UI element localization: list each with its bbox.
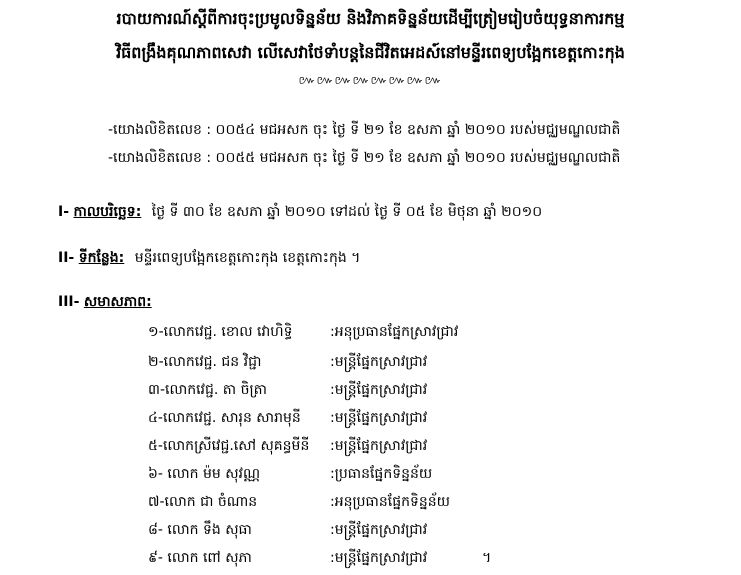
reference-line-2: -យោងលិខិតលេខ : ០០៥៥ មជអសក ចុះ ថ្ងៃ ទី ២១ ខែ ឧសភា ឆ្នាំ ២០១០ របស់មជ្ឈមណ្ឌលជាតិ	[108, 150, 621, 166]
section-date-number: I-	[58, 204, 70, 220]
member-name: ២-លោកវេជ្ជ. ជន វិជ្ជា	[148, 354, 262, 370]
report-title-line-1: របាយការណ៍ស្តីពីការចុះប្រមូលទិន្នន័យ និងវិភាគទិន្នន័យដើម្បីត្រៀមរៀបចំយុទ្ធនាការកម្ម	[116, 9, 625, 28]
section-date-value: ថ្ងៃ ទី ៣០ ខែ ឧសភា ឆ្នាំ ២០១០ ទៅដល់ ថ្ងៃ ទី ០៥ ខែ មិថុនា ឆ្នាំ ២០១០	[151, 204, 543, 220]
member-role: :មន្ត្រីផ្នែកស្រាវជ្រាវ	[330, 522, 428, 538]
member-name: ៤-លោកវេជ្ជ. សារុន សារាមុនី	[148, 410, 301, 426]
member-role: :មន្ត្រីផ្នែកស្រាវជ្រាវ	[330, 354, 428, 370]
section-location-number: II-	[58, 250, 75, 266]
section-location-label: ទីកន្លែង:	[78, 250, 125, 266]
member-name: ១-លោកវេជ្ជ. ខោល វោហិទ្ធិ	[148, 324, 293, 340]
member-role: :អនុប្រធានផ្នែកស្រាវជ្រាវ	[330, 324, 459, 340]
member-name: ៨- លោក ទឹង សុធា	[148, 522, 252, 538]
member-name: ៧-លោក ជា ចំណាន	[148, 494, 258, 510]
member-role: :ប្រធានផ្នែកទិន្នន័យ	[330, 466, 433, 482]
section-location	[58, 248, 360, 269]
section-composition-label: សមាសភាព:	[83, 294, 152, 310]
section-date-label: កាលបរិច្ឆេទ:	[73, 204, 142, 220]
reference-line-1: -យោងលិខិតលេខ : ០០៥៤ មជអសក ចុះ ថ្ងៃ ទី ២១ ខែ ឧសភា ឆ្នាំ ២០១០ របស់មជ្ឈមណ្ឌលជាតិ	[108, 122, 621, 138]
title-ornament: ៚៚៚៚៚៚៚៚	[298, 73, 443, 87]
section-date	[58, 202, 542, 223]
section-location-value: មន្ទីរពេទ្យបង្អែកខេត្តកោះកុង ខេត្តកោះកុង ។	[134, 250, 361, 266]
member-role: :មន្ត្រីផ្នែកស្រាវជ្រាវ	[330, 410, 428, 426]
section-composition-number: III-	[58, 294, 80, 310]
member-role: :មន្ត្រីផ្នែកស្រាវជ្រាវ	[330, 438, 428, 454]
member-name: ៣-លោកវេជ្ជ. តា ចិត្រា	[148, 382, 267, 398]
member-name: ៩- លោក ពៅ សុភា	[148, 550, 252, 566]
report-title-line-2: វិធីពង្រឹងគុណភាពសេវា លើសេវាថែទាំបន្តនៃជីវិតអេដស៍នៅមន្ទីរពេទ្យបង្អែកខេត្តកោះកុង	[116, 43, 625, 62]
member-role: :មន្ត្រីផ្នែកស្រាវជ្រាវ	[330, 550, 428, 566]
member-name: ៥-លោកស្រីវេជ្ជ.សៅ សុគន្ធមីនី	[148, 438, 310, 454]
list-end-mark: ។	[482, 550, 492, 566]
section-composition	[58, 292, 152, 313]
member-role: :មន្ត្រីផ្នែកស្រាវជ្រាវ	[330, 382, 428, 398]
member-role: :អនុប្រធានផ្នែកទិន្នន័យ	[330, 494, 450, 510]
member-name: ៦- លោក ម៉ម សុវណ្ណ	[148, 466, 261, 482]
